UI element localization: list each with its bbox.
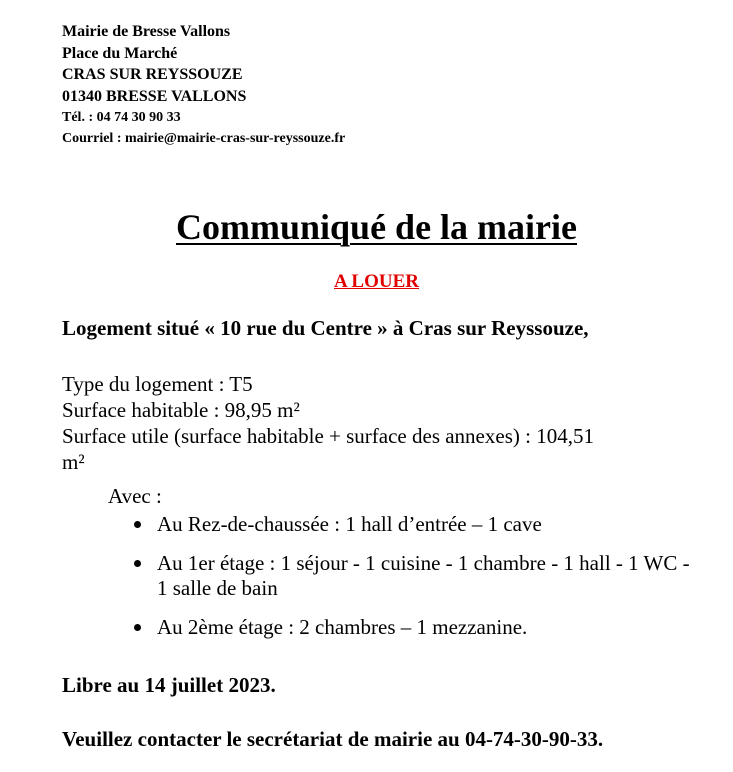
room-description: Au 2ème étage : 2 chambres – 1 mezzanine.: [157, 615, 528, 639]
living-area: Surface habitable : 98,95 m²: [62, 398, 300, 422]
list-item: [130, 615, 700, 640]
property-specs: [62, 371, 692, 475]
contact-instructions: Veuillez contacter le secrétariat de mairie au 04-74-30-90-33.: [62, 727, 604, 751]
usable-area-line-1: Surface utile (surface habitable + surface des annexes) : 104,51: [62, 424, 594, 448]
list-item: [130, 512, 700, 537]
for-rent-heading: A LOUER: [334, 271, 419, 292]
room-description: Au 1er étage : 1 séjour - 1 cuisine - 1 chambre - 1 hall - 1 WC - 1 salle de bain: [157, 551, 690, 600]
usable-area-line-2: m²: [62, 450, 85, 474]
phone-number: Tél. : 04 74 30 90 33: [62, 110, 181, 125]
rooms-intro: Avec :: [108, 484, 162, 508]
village-name: CRAS SUR REYSSOUZE: [62, 66, 243, 83]
list-item: [130, 551, 700, 601]
room-list: [130, 512, 700, 654]
bullet-icon: [134, 624, 141, 631]
street-address: Place du Marché: [62, 44, 178, 62]
property-location: Logement situé « 10 rue du Centre » à Cras sur Reyssouze,: [62, 316, 589, 340]
town-hall-name: Mairie de Bresse Vallons: [62, 23, 231, 40]
availability-date: Libre au 14 juillet 2023.: [62, 673, 276, 697]
housing-type: Type du logement : T5: [62, 372, 253, 396]
page-title: Communiqué de la mairie: [176, 207, 577, 247]
bullet-icon: [134, 521, 141, 528]
room-description: Au Rez-de-chaussée : 1 hall d’entrée – 1 cave: [157, 512, 542, 536]
email-address: Courriel : mairie@mairie-cras-sur-reyssouze.fr: [62, 131, 346, 146]
postal-code-city: 01340 BRESSE VALLONS: [62, 87, 247, 105]
bullet-icon: [134, 560, 141, 567]
town-hall-address-block: [62, 21, 345, 149]
